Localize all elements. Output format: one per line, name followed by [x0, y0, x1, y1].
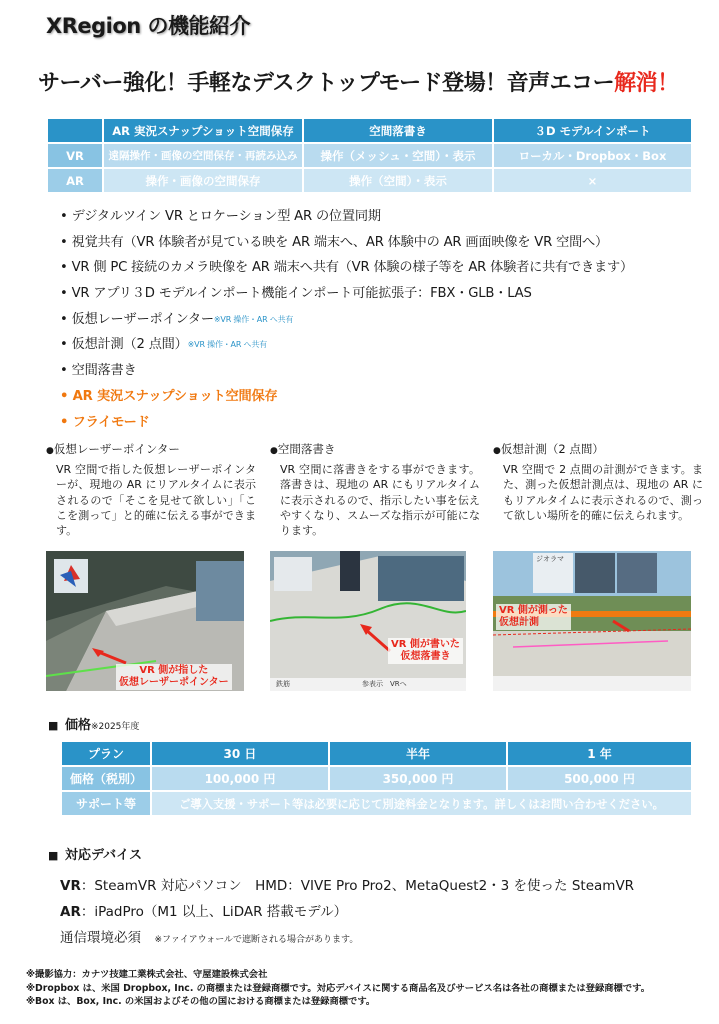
list-item: [60, 207, 633, 233]
list-item: [60, 361, 633, 387]
list-item-text: 空間落書き: [71, 363, 137, 379]
list-item: [60, 413, 633, 439]
network-note: ※ファイアウォールで遮断される場合があります。: [154, 935, 359, 945]
list-item-text: 仮想計測（2 点間）: [71, 337, 188, 353]
price-table: [60, 740, 693, 817]
price-heading: [48, 714, 139, 733]
devices-heading: [48, 844, 142, 863]
list-item: [60, 310, 633, 336]
list-item: [60, 284, 633, 310]
screenshot-graffiti: [270, 551, 466, 691]
support-cell: ご導入支援・サポート等は必要に応じて別途料金となります。詳しくはお問い合わせください。: [151, 791, 692, 816]
list-item: [60, 233, 633, 259]
column-title: ● 仮想計測（2 点間）: [493, 441, 703, 457]
device-vr-text: ：SteamVR 対応パソコン HMD：VIVE Pro Pro2、MetaQuest2・3 を使った SteamVR: [80, 878, 635, 894]
device-ar: [60, 900, 347, 920]
list-item-text: AR 実況スナップショット空間保存: [72, 388, 278, 404]
list-item: [60, 335, 633, 361]
list-item-text: デジタルツイン VR とロケーション型 AR の位置同期: [71, 209, 381, 224]
devices-heading-text: 対応デバイス: [64, 848, 143, 863]
feature-column-laser: [46, 441, 256, 538]
feature-header-graffiti: 空間落書き: [303, 118, 493, 143]
network-text: 通信環境必須: [60, 930, 141, 946]
screen-button-display: 参表示: [362, 680, 383, 688]
screen-label-diorama: ジオラマ: [536, 555, 564, 563]
feature-row-label-ar: AR: [47, 168, 103, 193]
feature-header-snapshot: AR 実況スナップショット空間保存: [103, 118, 303, 143]
headline-accent: 解消！: [614, 71, 679, 96]
feature-header-import: ３D モデルインポート: [493, 118, 692, 143]
column-body: VR 空間で指した仮想レーザーポインターが、現地の AR にリアルタイムに表示されるので「そこを見せて欲しい」「ここを測って」と的確に伝える事ができます。: [56, 463, 256, 538]
footer-note: ※撮影協力：カナツ技建工業株式会社、守屋建設株式会社: [26, 969, 268, 980]
feature-cell: ローカル・Dropbox・Box: [493, 143, 692, 168]
price-cell: 350,000 円: [329, 766, 507, 791]
column-title: ● 仮想レーザーポインター: [46, 441, 256, 457]
feature-cell: 操作（空間）・表示: [303, 168, 493, 193]
price-cell: 100,000 円: [151, 766, 329, 791]
screenshot-laser-pointer: [46, 551, 244, 691]
device-ar-label: AR: [60, 904, 81, 920]
column-body: VR 空間に落書きをする事ができます。落書きは、現地の AR にもリアルタイムに表示されるので、指示したい事を伝えやすくなり、スムーズな指示が可能になります。: [280, 463, 480, 538]
network-requirement: [60, 926, 358, 946]
list-item-text: VR 側 PC 接続のカメラ映像を AR 端末へ共有（VR 体験の様子等を AR 体験者に共有できます）: [71, 260, 633, 276]
callout-laser: VR 側が指した 仮想レーザーポインター: [116, 664, 232, 690]
headline: [38, 66, 679, 97]
callout-graffiti: VR 側が書いた 仮想落書き: [388, 638, 463, 664]
page-title: XRegion の機能紹介: [46, 14, 251, 38]
screen-button-rebar: 鉄筋: [276, 680, 290, 688]
price-cell: 500,000 円: [507, 766, 692, 791]
list-item-text: 視覚共有（VR 体験者が見ている映を AR 端末へ、AR 体験中の AR 画面映像を VR 空間へ）: [71, 234, 609, 250]
footer-notes: [26, 968, 650, 1009]
feature-cell: 操作（メッシュ・空間）・表示: [303, 143, 493, 168]
device-ar-text: ：iPadPro（M1 以上、LiDAR 搭載モデル）: [80, 904, 348, 920]
screenshot-measure: [493, 551, 691, 691]
footer-note: ※Dropbox は、米国 Dropbox, Inc. の商標または登録商標です。対応デバイスに関する商品名及びサービス名は各社の商標または登録商標です。: [26, 982, 650, 994]
price-header-plan: プラン: [61, 741, 151, 766]
feature-header-blank: [47, 118, 103, 143]
feature-cell: 遠隔操作・画像の空間保存・再読み込み: [103, 143, 303, 168]
column-title: ● 空間落書き: [270, 441, 480, 457]
price-year-note: ※2025年度: [90, 722, 140, 732]
footer-note: ※Box は、Box, Inc. の米国およびその他の国における商標または登録商標です。: [26, 996, 376, 1007]
price-heading-text: 価格: [64, 718, 91, 733]
list-item-note: ※VR 操作・AR へ共有: [187, 340, 267, 350]
feature-cell: 操作・画像の空間保存: [103, 168, 303, 193]
device-vr-label: VR: [60, 878, 81, 894]
price-header-1year: 1 年: [507, 741, 692, 766]
list-item-text: フライモード: [72, 414, 150, 430]
feature-row-label-vr: VR: [47, 143, 103, 168]
price-header-half-year: 半年: [329, 741, 507, 766]
feature-column-measure: [493, 441, 703, 523]
feature-column-graffiti: [270, 441, 480, 538]
headline-main: サーバー強化！手軽なデスクトップモード登場！音声エコー: [38, 71, 615, 96]
feature-list: [60, 207, 633, 438]
list-item: [60, 387, 633, 413]
support-row-label: サポート等: [61, 791, 151, 816]
list-item-note: ※VR 操作・AR へ共有: [213, 314, 294, 324]
list-item: [60, 258, 633, 284]
feature-table: [46, 117, 693, 194]
price-row-label: 価格（税別）: [61, 766, 151, 791]
list-item-text: 仮想レーザーポインター: [71, 311, 214, 327]
callout-measure: VR 側が測った 仮想計測: [496, 604, 571, 630]
price-header-30days: 30 日: [151, 741, 329, 766]
column-body: VR 空間で 2 点間の計測ができます。また、測った仮想計測点は、現地の AR にもリアルタイムに表示されるので、測って欲しい場所を的確に伝えられます。: [503, 463, 703, 522]
feature-cell: ×: [493, 168, 692, 193]
screen-button-to-vr: VRへ: [390, 680, 407, 688]
list-item-text: VR アプリ３D モデルインポート機能インポート可能拡張子：FBX・GLB・LAS: [71, 286, 532, 302]
device-vr: [60, 874, 634, 894]
screenshot-graffiti-image: [270, 551, 466, 691]
